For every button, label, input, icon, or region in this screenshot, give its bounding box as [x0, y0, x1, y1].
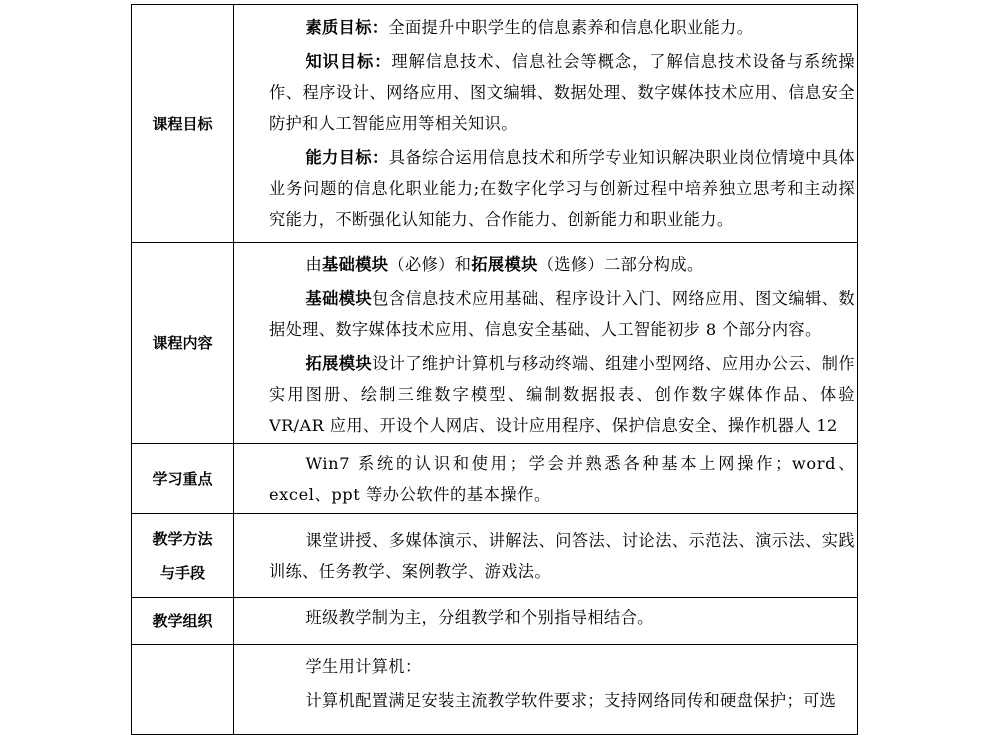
row-content-equipment: [234, 645, 858, 735]
row-content-objectives: [234, 5, 858, 243]
methods-label-line1: 教学方法: [152, 529, 213, 548]
row-label-focus: 学习重点: [132, 444, 234, 514]
ext-module-title: 拓展模块: [305, 354, 373, 373]
table-row-focus: [132, 444, 858, 514]
knowledge-goal-title: 知识目标：: [305, 52, 392, 71]
table-row-equipment: [132, 645, 858, 735]
row-label-methods: [132, 514, 234, 598]
quality-goal: [269, 12, 855, 43]
table-row-organization: [132, 598, 858, 645]
intro-ext-module: 拓展模块: [471, 255, 538, 274]
row-label-objectives: 课程目标: [132, 5, 234, 243]
knowledge-goal: [269, 46, 855, 139]
intro-post: （选修）二部分构成。: [537, 255, 704, 274]
methods-label-line2: 与手段: [159, 563, 205, 582]
row-content-focus: [234, 444, 858, 514]
table-row-objectives: [132, 5, 858, 243]
ability-goal: [269, 142, 855, 235]
basic-module-text: 包含信息技术应用基础、程序设计入门、网络应用、图文编辑、数据处理、数字媒体技术应用、信息安全基础、人工智能初步 8 个部分内容。: [269, 289, 855, 339]
ability-goal-text: 具备综合运用信息技术和所学专业知识解决职业岗位情境中具体业务问题的信息化职业能力;在数字化学习与创新过程中培养独立思考和主动探究能力，不断强化认知能力、合作能力、创新能力和职业能力。: [269, 148, 855, 229]
table-row-methods: [132, 514, 858, 598]
focus-text: Win7 系统的认识和使用；学会并熟悉各种基本上网操作；word、excel、ppt 等办公软件的基本操作。: [269, 453, 855, 504]
knowledge-goal-text: 理解信息技术、信息社会等概念，了解信息技术设备与系统操作、程序设计、网络应用、图文编辑、数据处理、数字媒体技术应用、信息安全防护和人工智能应用等相关知识。: [269, 52, 855, 133]
ability-goal-title: 能力目标：: [305, 148, 389, 167]
row-content-methods: [234, 514, 858, 598]
ext-module-text: 设计了维护计算机与移动终端、组建小型网络、应用办公云、制作实用图册、绘制三维数字模型、编制数据报表、创作数字媒体作品、体验 VR/AR 应用、开设个人网店、设计应用程序、保护信息安全、操作机器人 12: [269, 354, 855, 435]
equipment-line2: 计算机配置满足安装主流教学软件要求；支持网络同传和硬盘保护；可选: [305, 691, 837, 710]
row-content-content: [234, 243, 858, 444]
intro-basic-module: 基础模块: [322, 255, 389, 274]
content-intro: [269, 249, 855, 280]
row-label-organization: 教学组织: [132, 598, 234, 645]
quality-goal-text: 全面提升中职学生的信息素养和信息化职业能力。: [388, 18, 754, 37]
ext-module-desc: [269, 348, 855, 441]
course-table: [131, 4, 858, 735]
row-label-content: 课程内容: [132, 243, 234, 444]
basic-module-title: 基础模块: [305, 289, 373, 308]
row-content-organization: [234, 598, 858, 645]
quality-goal-title: 素质目标：: [305, 18, 389, 37]
equipment-line1: 学生用计算机：: [305, 657, 422, 676]
organization-text: 班级教学制为主，分组教学和个别指导相结合。: [305, 608, 654, 627]
basic-module-desc: [269, 283, 855, 345]
methods-text: 课堂讲授、多媒体演示、讲解法、问答法、讨论法、示范法、演示法、实践训练、任务教学、案例教学、游戏法。: [269, 530, 855, 581]
table-row-content: [132, 243, 858, 444]
intro-pre: 由: [305, 255, 323, 274]
intro-mid: （必修）和: [388, 255, 472, 274]
row-label-equipment: [132, 645, 234, 735]
